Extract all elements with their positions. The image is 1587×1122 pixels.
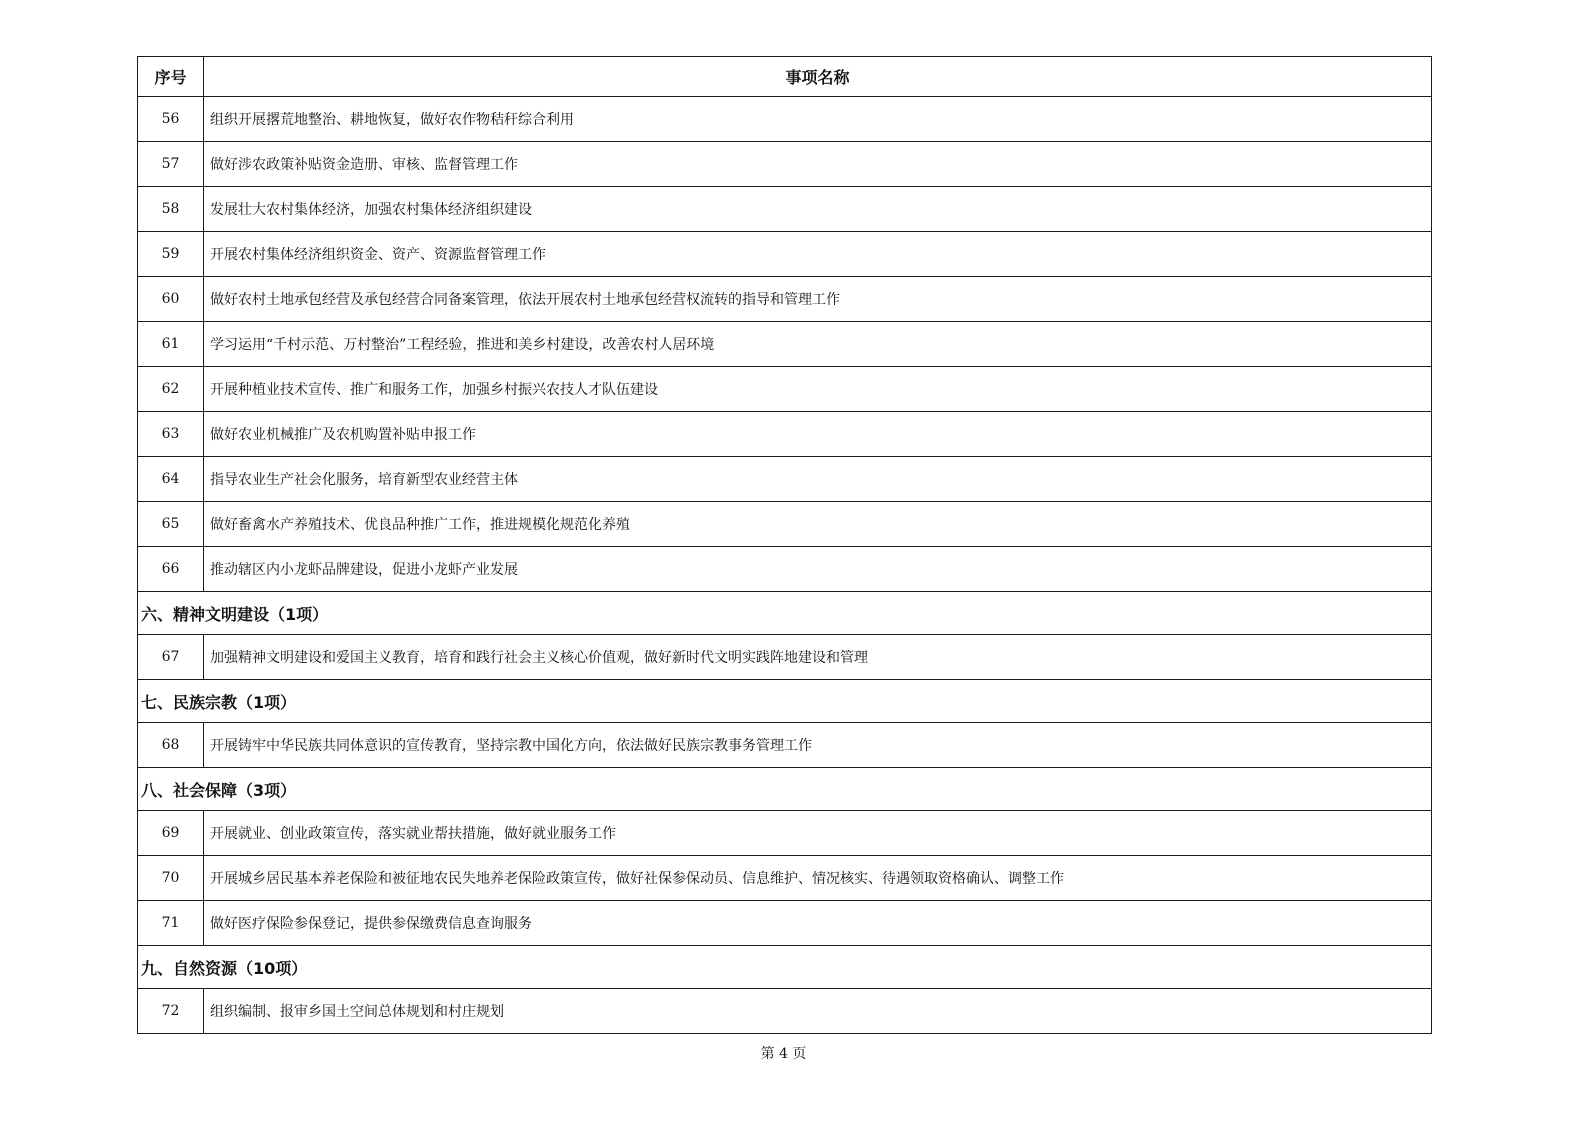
row-item-name: 发展壮大农村集体经济，加强农村集体经济组织建设 bbox=[204, 187, 1432, 232]
row-number: 64 bbox=[138, 457, 204, 502]
row-item-name: 做好畜禽水产养殖技术、优良品种推广工作，推进规模化规范化养殖 bbox=[204, 502, 1432, 547]
row-item-name: 开展就业、创业政策宣传，落实就业帮扶措施，做好就业服务工作 bbox=[204, 811, 1432, 856]
row-item-name: 加强精神文明建设和爱国主义教育，培育和践行社会主义核心价值观，做好新时代文明实践阵地建设和管理 bbox=[204, 635, 1432, 680]
table-row bbox=[138, 811, 1432, 856]
section-heading: 七、民族宗教（1项） bbox=[138, 680, 1432, 723]
row-number: 67 bbox=[138, 635, 204, 680]
section-row bbox=[138, 768, 1432, 811]
row-number: 60 bbox=[138, 277, 204, 322]
section-row bbox=[138, 680, 1432, 723]
table-row bbox=[138, 723, 1432, 768]
table-row bbox=[138, 322, 1432, 367]
row-number: 70 bbox=[138, 856, 204, 901]
section-heading: 六、精神文明建设（1项） bbox=[138, 592, 1432, 635]
row-item-name: 开展铸牢中华民族共同体意识的宣传教育，坚持宗教中国化方向，依法做好民族宗教事务管理工作 bbox=[204, 723, 1432, 768]
row-number: 71 bbox=[138, 901, 204, 946]
table-row bbox=[138, 989, 1432, 1034]
row-item-name: 学习运用“千村示范、万村整治”工程经验，推进和美乡村建设，改善农村人居环境 bbox=[204, 322, 1432, 367]
row-item-name: 开展农村集体经济组织资金、资产、资源监督管理工作 bbox=[204, 232, 1432, 277]
row-number: 56 bbox=[138, 97, 204, 142]
row-item-name: 开展种植业技术宣传、推广和服务工作，加强乡村振兴农技人才队伍建设 bbox=[204, 367, 1432, 412]
row-item-name: 组织编制、报审乡国土空间总体规划和村庄规划 bbox=[204, 989, 1432, 1034]
row-number: 57 bbox=[138, 142, 204, 187]
page-number: 第 4 页 bbox=[760, 1046, 807, 1062]
row-number: 62 bbox=[138, 367, 204, 412]
table-row bbox=[138, 856, 1432, 901]
items-table bbox=[137, 56, 1432, 1034]
row-number: 65 bbox=[138, 502, 204, 547]
row-number: 59 bbox=[138, 232, 204, 277]
row-number: 66 bbox=[138, 547, 204, 592]
row-item-name: 做好医疗保险参保登记，提供参保缴费信息查询服务 bbox=[204, 901, 1432, 946]
section-heading: 九、自然资源（10项） bbox=[138, 946, 1432, 989]
section-row bbox=[138, 946, 1432, 989]
row-number: 61 bbox=[138, 322, 204, 367]
table-row bbox=[138, 457, 1432, 502]
row-number: 63 bbox=[138, 412, 204, 457]
row-item-name: 做好农村土地承包经营及承包经营合同备案管理，依法开展农村土地承包经营权流转的指导和管理工作 bbox=[204, 277, 1432, 322]
row-number: 68 bbox=[138, 723, 204, 768]
table-row bbox=[138, 277, 1432, 322]
table-row bbox=[138, 901, 1432, 946]
header-serial-number: 序号 bbox=[138, 57, 204, 97]
table-row bbox=[138, 367, 1432, 412]
row-item-name: 做好涉农政策补贴资金造册、审核、监督管理工作 bbox=[204, 142, 1432, 187]
section-row bbox=[138, 592, 1432, 635]
table-row bbox=[138, 502, 1432, 547]
row-item-name: 开展城乡居民基本养老保险和被征地农民失地养老保险政策宣传，做好社保参保动员、信息维护、情况核实、待遇领取资格确认、调整工作 bbox=[204, 856, 1432, 901]
table-row bbox=[138, 635, 1432, 680]
table-row bbox=[138, 142, 1432, 187]
row-number: 69 bbox=[138, 811, 204, 856]
table-row bbox=[138, 232, 1432, 277]
row-item-name: 做好农业机械推广及农机购置补贴申报工作 bbox=[204, 412, 1432, 457]
table-row bbox=[138, 187, 1432, 232]
row-item-name: 指导农业生产社会化服务，培育新型农业经营主体 bbox=[204, 457, 1432, 502]
table-row bbox=[138, 547, 1432, 592]
row-number: 72 bbox=[138, 989, 204, 1034]
row-item-name: 组织开展撂荒地整治、耕地恢复，做好农作物秸秆综合利用 bbox=[204, 97, 1432, 142]
section-heading: 八、社会保障（3项） bbox=[138, 768, 1432, 811]
table-row bbox=[138, 97, 1432, 142]
row-number: 58 bbox=[138, 187, 204, 232]
header-item-name: 事项名称 bbox=[204, 57, 1432, 97]
table-header-row bbox=[138, 57, 1432, 97]
row-item-name: 推动辖区内小龙虾品牌建设，促进小龙虾产业发展 bbox=[204, 547, 1432, 592]
table-row bbox=[138, 412, 1432, 457]
